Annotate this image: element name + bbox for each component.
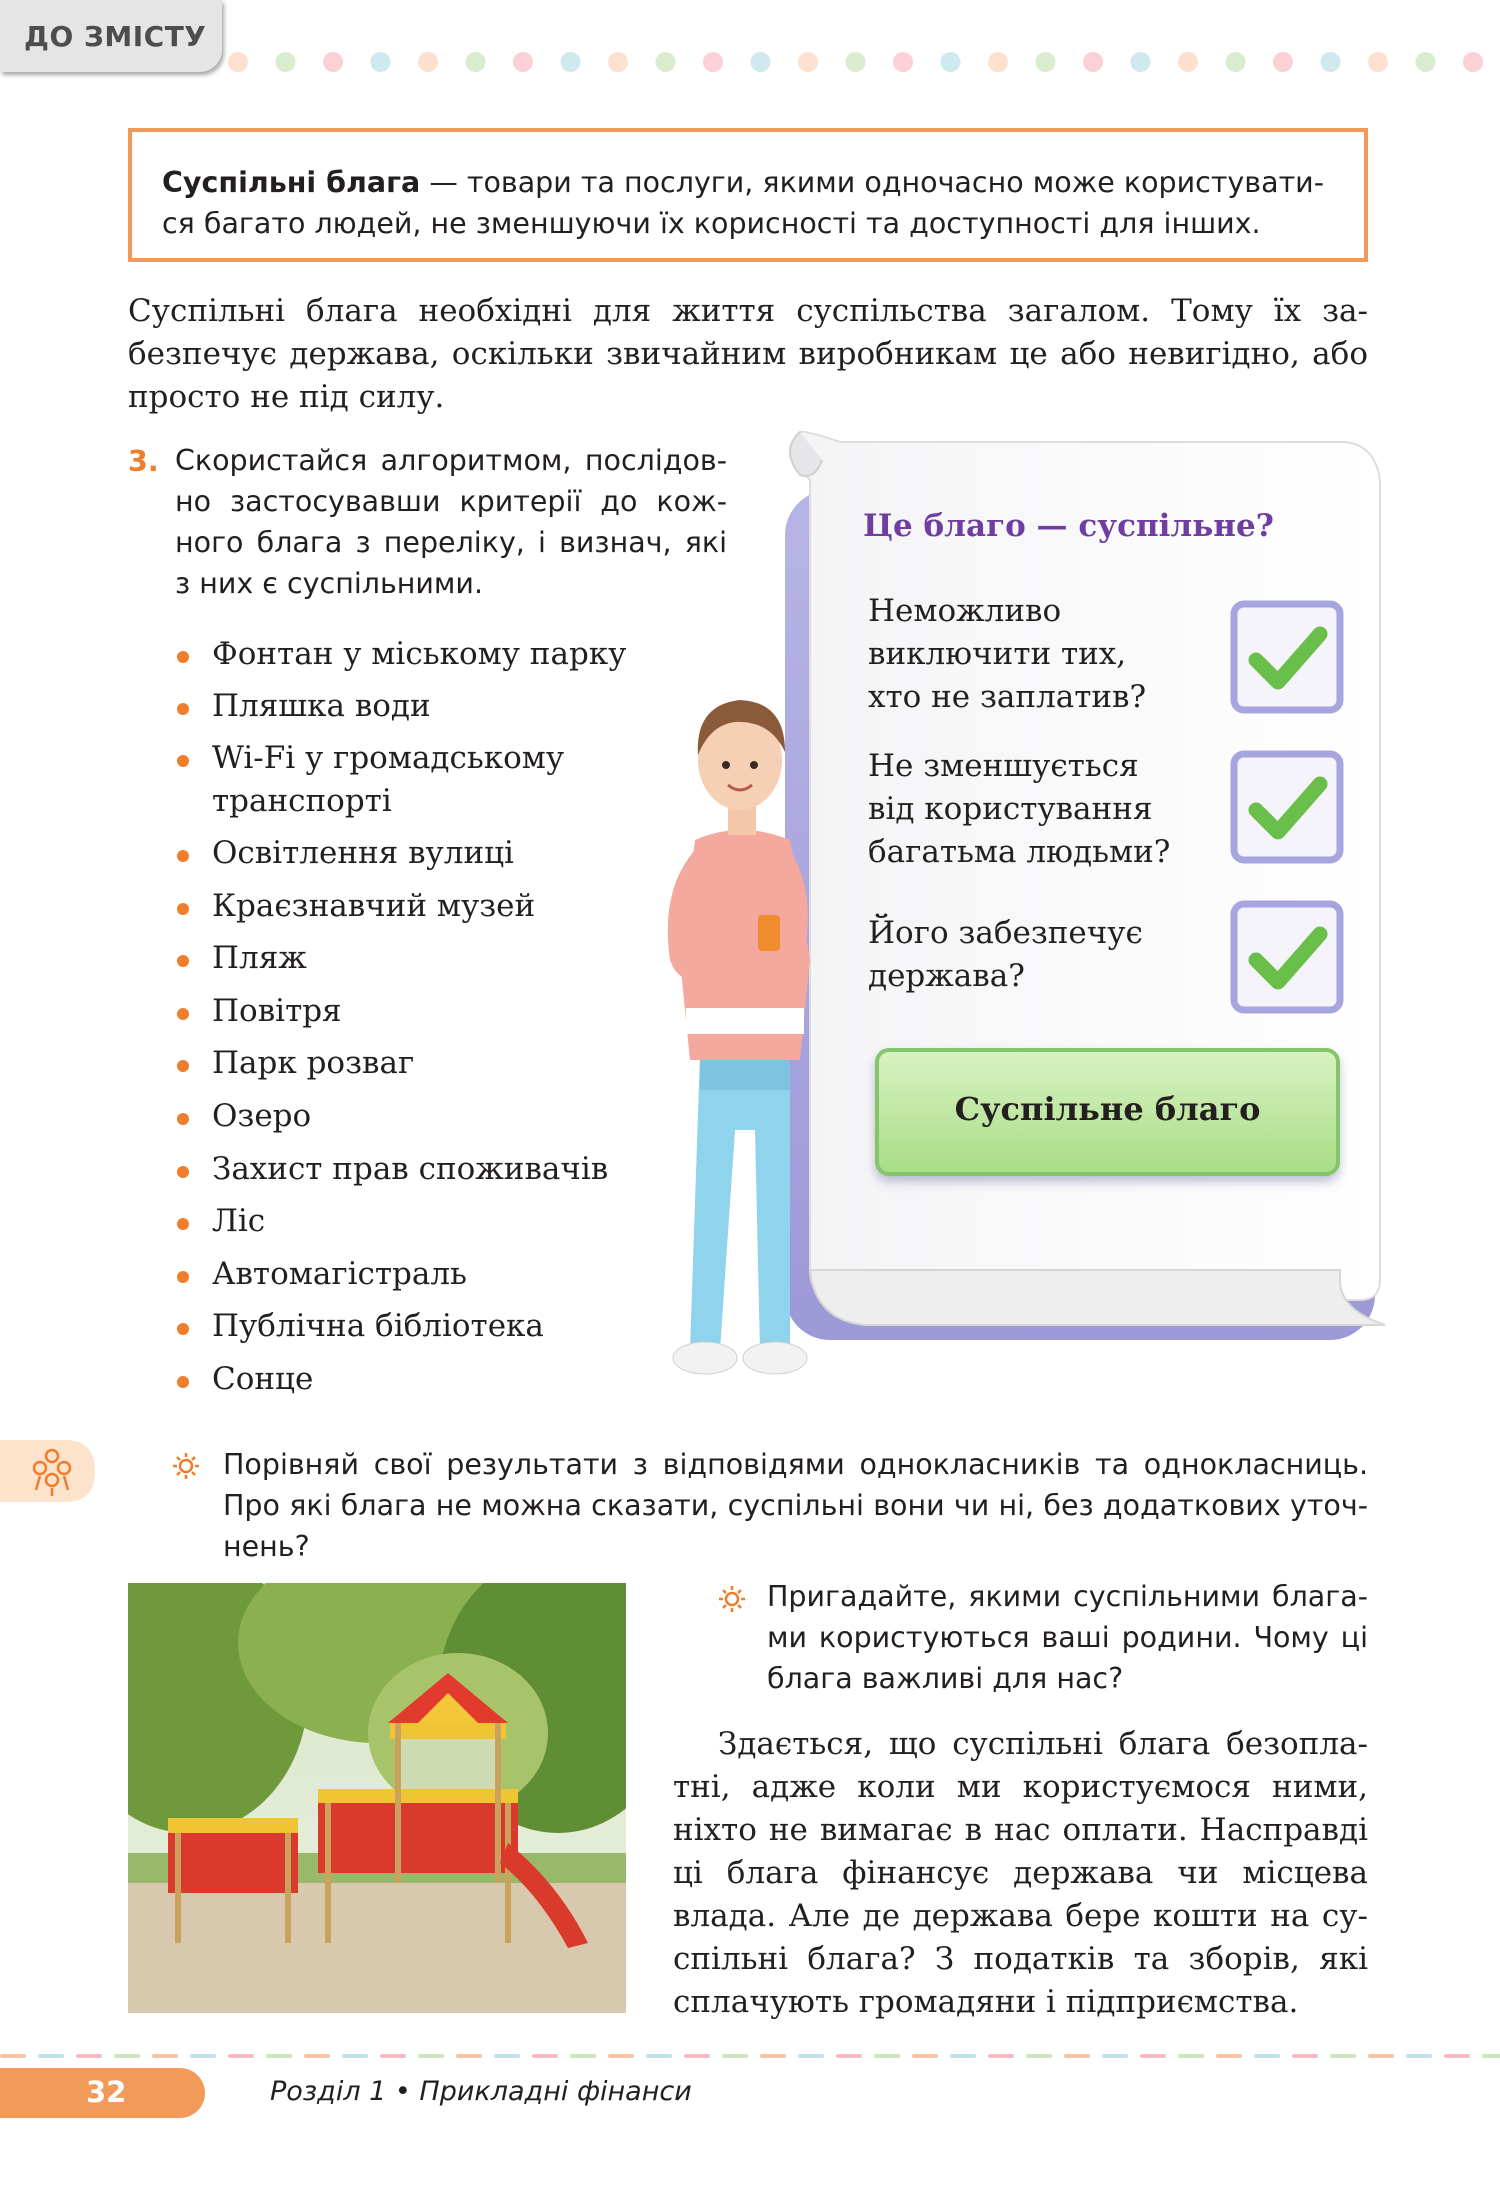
task-line-2: но застосувавши критерії до кож- — [175, 485, 727, 518]
bullet — [177, 1218, 189, 1230]
intro-line-1: Суспільні блага необхідні для життя суспільства загалом. Тому їх за- — [128, 293, 1368, 329]
decorative-dot — [656, 52, 676, 72]
footer-dash — [1406, 2054, 1432, 2058]
footer-dash — [1254, 2054, 1280, 2058]
footer-dash — [190, 2054, 216, 2058]
footer-dash — [950, 2054, 976, 2058]
intro-line-3: просто не під силу. — [128, 379, 445, 415]
footer-dash — [608, 2054, 634, 2058]
footer-dash — [1444, 2054, 1470, 2058]
toc-link[interactable] — [0, 0, 222, 72]
decorative-dot — [371, 52, 391, 72]
result-label: Суспільне благо — [954, 1090, 1261, 1128]
footer-dash — [1368, 2054, 1394, 2058]
decorative-dot — [1036, 52, 1056, 72]
footer-dash — [152, 2054, 178, 2058]
page-number: 32 — [86, 2075, 127, 2109]
footer-dash — [380, 2054, 406, 2058]
group-activity-icon — [0, 1440, 96, 1502]
decorative-dot — [228, 52, 248, 72]
playground-photo — [128, 1583, 626, 2013]
closing-line-7: сплачують громадяни і підприємства. — [673, 1984, 1299, 2020]
list-item: Освітлення вулиці — [212, 835, 514, 871]
compare-line-1: Порівняй свої результати з відповідями однокласників та однокласниць. — [223, 1448, 1368, 1481]
bullet — [177, 955, 189, 967]
list-item: Ліс — [212, 1203, 266, 1239]
footer-dash — [1482, 2054, 1500, 2058]
footer-dash — [266, 2054, 292, 2058]
decorative-dot — [1416, 52, 1436, 72]
decorative-dot — [941, 52, 961, 72]
decorative-dot — [988, 52, 1008, 72]
list-item: Автомагістраль — [212, 1256, 467, 1292]
checkbox-2[interactable] — [1228, 748, 1346, 866]
intro-line-2: безпечує держава, оскільки звичайним виробникам це або невигідно, або — [128, 336, 1368, 372]
footer-dash — [1102, 2054, 1128, 2058]
recall-line-3: блага важливі для нас? — [767, 1662, 1124, 1695]
list-item: Wi-Fi у громадському — [212, 740, 565, 776]
footer-dash — [76, 2054, 102, 2058]
footer-dash — [1178, 2054, 1204, 2058]
bullet — [177, 1008, 189, 1020]
bullet — [177, 1323, 189, 1335]
toc-label: ДО ЗМІСТУ — [24, 20, 207, 53]
list-item: Захист прав споживачів — [212, 1151, 609, 1187]
sun-bullet-icon — [172, 1452, 200, 1480]
question-1-line: Неможливо — [868, 593, 1062, 629]
question-2-line: від користування — [868, 791, 1153, 827]
footer-dash — [418, 2054, 444, 2058]
question-3-line: Його забезпечує — [868, 915, 1143, 951]
bullet — [177, 1113, 189, 1125]
compare-line-2: Про які блага не можна сказати, суспільні вони чи ні, без додаткових уточ- — [223, 1489, 1368, 1522]
decorative-dot — [1463, 52, 1483, 72]
closing-line-4: ці блага фінансує держава чи місцева — [673, 1855, 1368, 1891]
footer-dash — [1216, 2054, 1242, 2058]
question-1-line: виключити тих, — [868, 636, 1127, 672]
footer-dash — [722, 2054, 748, 2058]
list-item-cont: транспорті — [212, 783, 392, 819]
bullet — [177, 1271, 189, 1283]
decorative-dot — [1226, 52, 1246, 72]
checkbox-3[interactable] — [1228, 898, 1346, 1016]
closing-line-5: влада. Але де держава бере кошти на су- — [673, 1898, 1368, 1934]
decorative-dot — [418, 52, 438, 72]
task-line-4: з них є суспільними. — [175, 567, 484, 600]
closing-line-6: спільні блага? З податків та зборів, які — [673, 1941, 1368, 1977]
list-item: Повітря — [212, 993, 342, 1029]
footer-dash — [456, 2054, 482, 2058]
footer-dash — [798, 2054, 824, 2058]
decorative-dots — [228, 50, 1500, 74]
infographic-title: Це благо — суспільне? — [863, 508, 1274, 544]
footer-dash — [874, 2054, 900, 2058]
question-2 — [868, 745, 1170, 874]
bullet — [177, 1376, 189, 1388]
decorative-dot — [323, 52, 343, 72]
footer-dash — [532, 2054, 558, 2058]
character-illustration — [640, 660, 860, 1420]
bullet — [177, 651, 189, 663]
footer-dash — [1140, 2054, 1166, 2058]
decorative-dot — [893, 52, 913, 72]
footer-dash — [494, 2054, 520, 2058]
decorative-dot — [513, 52, 533, 72]
decorative-dot — [276, 52, 296, 72]
decorative-dot — [1178, 52, 1198, 72]
sun-bullet-icon — [718, 1585, 746, 1613]
decorative-dot — [466, 52, 486, 72]
decorative-dot — [798, 52, 818, 72]
question-3 — [868, 912, 1143, 998]
footer-dash — [114, 2054, 140, 2058]
decorative-dot — [703, 52, 723, 72]
list-item: Пляж — [212, 940, 307, 976]
closing-line-1: Здається, що суспільні блага безопла- — [718, 1726, 1368, 1762]
list-item: Сонце — [212, 1361, 314, 1397]
bullet — [177, 850, 189, 862]
decorative-dot — [1368, 52, 1388, 72]
chapter-label: Розділ 1 • Прикладні фінанси — [270, 2076, 692, 2107]
bullet — [177, 1060, 189, 1072]
question-1 — [868, 590, 1146, 719]
footer-dash — [0, 2054, 26, 2058]
footer-dash — [912, 2054, 938, 2058]
definition-term: Суспільні блага — [162, 166, 421, 199]
footer-dash — [342, 2054, 368, 2058]
task-line-1: Скористайся алгоритмом, послідов- — [175, 444, 727, 477]
recall-line-2: ми користуються ваші родини. Чому ці — [767, 1621, 1368, 1654]
list-item: Парк розваг — [212, 1045, 415, 1081]
decorative-dot — [1321, 52, 1341, 72]
bullet — [177, 755, 189, 767]
footer-dash — [836, 2054, 862, 2058]
decorative-dot — [751, 52, 771, 72]
question-2-line: Не зменшується — [868, 748, 1139, 784]
decorative-dot — [1083, 52, 1103, 72]
task-line-3: ного блага з переліку, і визнач, які — [175, 526, 727, 559]
list-item: Фонтан у міському парку — [212, 636, 627, 672]
result-button[interactable] — [875, 1048, 1340, 1176]
list-item: Пляшка води — [212, 688, 431, 724]
footer-dash — [1026, 2054, 1052, 2058]
decorative-dot — [1131, 52, 1151, 72]
decorative-dot — [561, 52, 581, 72]
footer-divider — [0, 2052, 1500, 2060]
decorative-dot — [846, 52, 866, 72]
compare-line-3: нень? — [223, 1530, 310, 1563]
decorative-dot — [608, 52, 628, 72]
footer-dash — [684, 2054, 710, 2058]
recall-line-1: Пригадайте, якими суспільними блага- — [767, 1580, 1368, 1613]
list-item: Краєзнавчий музей — [212, 888, 536, 924]
list-item: Озеро — [212, 1098, 312, 1134]
footer-dash — [1292, 2054, 1318, 2058]
task-number: 3. — [128, 445, 159, 478]
definition-text-2: ся багато людей, не зменшуючи їх корисності та доступності для інших. — [162, 207, 1261, 240]
definition-text: — товари та послуги, якими одночасно може користувати- — [420, 166, 1324, 199]
footer-dash — [228, 2054, 254, 2058]
list-item: Публічна бібліотека — [212, 1308, 544, 1344]
footer-dash — [38, 2054, 64, 2058]
question-1-line: хто не заплатив? — [868, 679, 1147, 715]
bullet — [177, 703, 189, 715]
footer-dash — [1064, 2054, 1090, 2058]
definition-box — [128, 128, 1368, 262]
footer-dash — [570, 2054, 596, 2058]
question-2-line: багатьма людьми? — [868, 834, 1171, 870]
footer-dash — [304, 2054, 330, 2058]
decorative-dot — [1273, 52, 1293, 72]
closing-line-2: тні, адже коли ми користуємося ними, — [673, 1769, 1368, 1805]
checkbox-1[interactable] — [1228, 598, 1346, 716]
footer-dash — [1330, 2054, 1356, 2058]
footer-dash — [646, 2054, 672, 2058]
footer-dash — [760, 2054, 786, 2058]
bullet — [177, 1166, 189, 1178]
question-3-line: держава? — [868, 958, 1025, 994]
closing-line-3: ніхто не вимагає в нас оплати. Насправді — [673, 1812, 1368, 1848]
bullet — [177, 903, 189, 915]
footer-dash — [988, 2054, 1014, 2058]
